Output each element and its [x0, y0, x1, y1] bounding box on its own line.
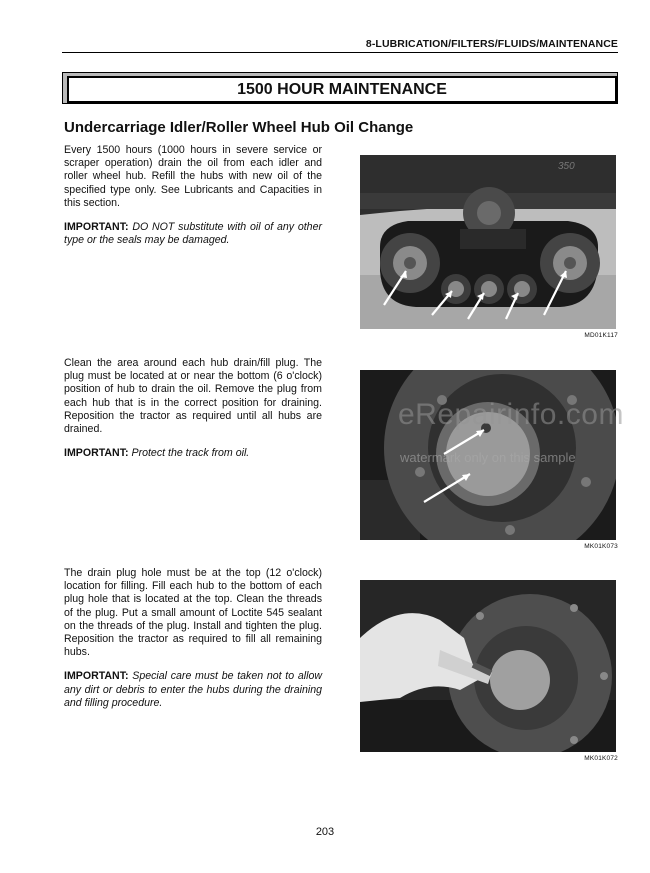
important-label: IMPORTANT:	[64, 447, 129, 460]
section-banner	[62, 72, 618, 104]
header-rule	[62, 52, 618, 53]
important-text: Special care must be taken not to allow any dirt or debris to enter the hubs during the draining and filling procedure.	[64, 670, 322, 709]
figure-undercarriage-photo	[360, 155, 616, 329]
undercarriage-illustration	[360, 155, 616, 329]
step3-important	[64, 670, 322, 710]
important-text: Protect the track from oil.	[131, 447, 250, 460]
figure-hub-fill-photo	[360, 580, 616, 752]
step1-block	[64, 144, 322, 258]
step2-paragraph: Clean the area around each hub drain/fill plug. The plug must be located at or near the bottom (6 o'clock) position of hub to drain the oil. Remove the plug from each hub that is in the correct position for draining. Reposition the tractor as required until all hubs are drained.	[64, 357, 322, 436]
step2-block	[64, 357, 322, 471]
hub-fill-illustration	[360, 580, 616, 752]
step1-important	[64, 221, 322, 247]
banner-title: 1500 HOUR MAINTENANCE	[67, 76, 617, 103]
section-title: Undercarriage Idler/Roller Wheel Hub Oil Change	[64, 119, 414, 136]
chapter-header: 8-LUBRICATION/FILTERS/FLUIDS/MAINTENANCE	[365, 38, 618, 50]
step1-paragraph: Every 1500 hours (1000 hours in severe service or scraper operation) drain the oil from each idler and roller wheel hub. Refill the hubs with new oil of the specified type only. See Lubricants and Capacities in this section.	[64, 144, 322, 209]
figure3-caption: MK01K072	[584, 755, 618, 762]
watermark-subtext: watermark only on this sample	[400, 450, 576, 465]
step3-paragraph: The drain plug hole must be at the top (12 o'clock) location for filling. Fill each hub to the bottom of each plug hole that is located at the top. Clean the threads of the plug. Put a small amount of Loctite 545 sealant on the threads of the plug. Install and tighten the plug. Reposition the tractor as required to fill all remaining hubs.	[64, 567, 322, 659]
step2-important	[64, 447, 322, 460]
important-label: IMPORTANT:	[64, 221, 129, 234]
figure2-caption: MK01K073	[584, 543, 618, 550]
page-number: 203	[315, 826, 335, 838]
important-text: DO NOT substitute with oil of any other type or the seals may be damaged.	[64, 221, 322, 247]
important-label: IMPORTANT:	[64, 670, 129, 683]
step3-block	[64, 567, 322, 721]
tractor-model-text: 350	[558, 161, 575, 172]
figure1-caption: MD01K117	[584, 332, 618, 339]
watermark-text: eRepairinfo.com	[398, 398, 624, 431]
